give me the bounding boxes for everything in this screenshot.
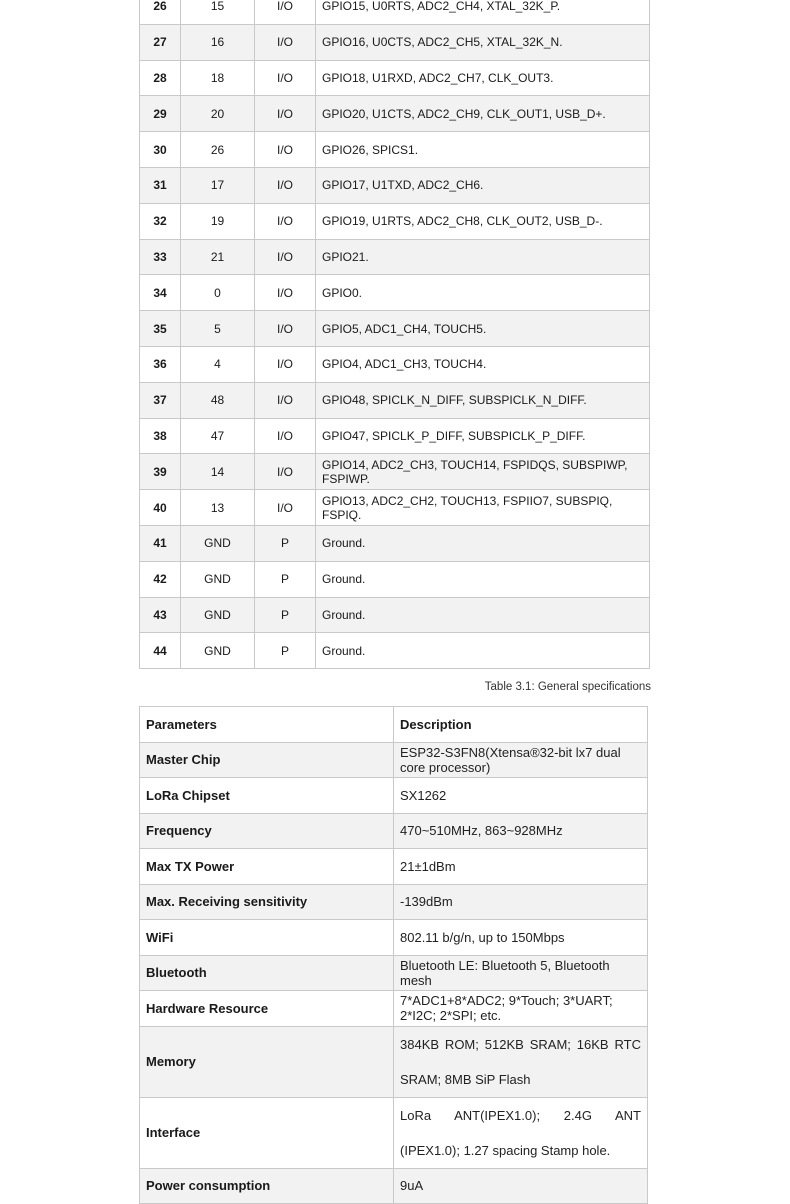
- pin-type: I/O: [255, 418, 316, 454]
- parameter-name: Frequency: [140, 813, 394, 849]
- general-specifications-table: [139, 706, 648, 1204]
- pin-number: 38: [140, 418, 181, 454]
- pin-number: 39: [140, 454, 181, 490]
- pin-type: P: [255, 633, 316, 669]
- gpio-number: GND: [181, 597, 255, 633]
- table-row: [140, 991, 648, 1027]
- pin-type: I/O: [255, 346, 316, 382]
- table-row: [140, 813, 648, 849]
- pin-function: GPIO13, ADC2_CH2, TOUCH13, FSPIIO7, SUBSPIQ, FSPIQ.: [316, 490, 650, 526]
- column-header-parameters: Parameters: [140, 707, 394, 743]
- pin-type: I/O: [255, 275, 316, 311]
- pin-number: 34: [140, 275, 181, 311]
- pin-type: I/O: [255, 24, 316, 60]
- pin-function: GPIO26, SPICS1.: [316, 132, 650, 168]
- parameter-description: ESP32-S3FN8(Xtensa®32-bit lx7 dual core processor): [394, 742, 648, 778]
- parameter-description: -139dBm: [394, 884, 648, 920]
- pin-type: I/O: [255, 203, 316, 239]
- gpio-number: 20: [181, 96, 255, 132]
- table-row: [140, 849, 648, 885]
- parameter-name: Bluetooth: [140, 955, 394, 991]
- gpio-number: 26: [181, 132, 255, 168]
- gpio-number: GND: [181, 561, 255, 597]
- table-row: [140, 0, 650, 24]
- pin-number: 42: [140, 561, 181, 597]
- table-row: [140, 1168, 648, 1204]
- gpio-number: 0: [181, 275, 255, 311]
- pin-type: I/O: [255, 167, 316, 203]
- pin-number: 27: [140, 24, 181, 60]
- gpio-number: 16: [181, 24, 255, 60]
- pin-function: GPIO17, U1TXD, ADC2_CH6.: [316, 167, 650, 203]
- table-header-row: [140, 707, 648, 743]
- pin-type: I/O: [255, 490, 316, 526]
- gpio-number: 15: [181, 0, 255, 24]
- gpio-number: 19: [181, 203, 255, 239]
- pin-function: GPIO20, U1CTS, ADC2_CH9, CLK_OUT1, USB_D+.: [316, 96, 650, 132]
- table-row: [140, 633, 650, 669]
- table-row: [140, 60, 650, 96]
- table-row: [140, 382, 650, 418]
- gpio-number: GND: [181, 633, 255, 669]
- pin-type: I/O: [255, 0, 316, 24]
- pin-number: 33: [140, 239, 181, 275]
- pin-number: 31: [140, 167, 181, 203]
- pin-function: GPIO21.: [316, 239, 650, 275]
- gpio-number: 18: [181, 60, 255, 96]
- table-row: [140, 920, 648, 956]
- pin-definition-table: [139, 0, 650, 669]
- parameter-name: Max. Receiving sensitivity: [140, 884, 394, 920]
- table-row: [140, 1026, 648, 1097]
- pin-number: 28: [140, 60, 181, 96]
- gpio-number: GND: [181, 525, 255, 561]
- pin-number: 26: [140, 0, 181, 24]
- gpio-number: 48: [181, 382, 255, 418]
- table-row: [140, 778, 648, 814]
- table-row: [140, 311, 650, 347]
- parameter-description: 802.11 b/g/n, up to 150Mbps: [394, 920, 648, 956]
- table-row: [140, 561, 650, 597]
- table-row: [140, 597, 650, 633]
- pin-number: 36: [140, 346, 181, 382]
- gpio-number: 21: [181, 239, 255, 275]
- parameter-description: 384KB ROM; 512KB SRAM; 16KB RTC SRAM; 8MB SiP Flash: [394, 1026, 648, 1097]
- table-row: [140, 239, 650, 275]
- parameter-description: 470~510MHz, 863~928MHz: [394, 813, 648, 849]
- pin-function: GPIO18, U1RXD, ADC2_CH7, CLK_OUT3.: [316, 60, 650, 96]
- pin-function: GPIO15, U0RTS, ADC2_CH4, XTAL_32K_P.: [316, 0, 650, 24]
- table-row: [140, 525, 650, 561]
- pin-number: 44: [140, 633, 181, 669]
- pin-type: I/O: [255, 239, 316, 275]
- table-caption: Table 3.1: General specifications: [484, 681, 651, 693]
- pin-function: GPIO5, ADC1_CH4, TOUCH5.: [316, 311, 650, 347]
- parameter-description: 21±1dBm: [394, 849, 648, 885]
- parameter-name: Power consumption: [140, 1168, 394, 1204]
- table-row: [140, 275, 650, 311]
- parameter-name: Master Chip: [140, 742, 394, 778]
- pin-type: P: [255, 561, 316, 597]
- parameter-name: Interface: [140, 1097, 394, 1168]
- parameter-description: LoRa ANT(IPEX1.0); 2.4G ANT (IPEX1.0); 1.27 spacing Stamp hole.: [394, 1097, 648, 1168]
- pin-type: I/O: [255, 96, 316, 132]
- parameter-name: WiFi: [140, 920, 394, 956]
- table-row: [140, 96, 650, 132]
- pin-type: I/O: [255, 382, 316, 418]
- pin-function: GPIO47, SPICLK_P_DIFF, SUBSPICLK_P_DIFF.: [316, 418, 650, 454]
- table-row: [140, 167, 650, 203]
- parameter-name: Hardware Resource: [140, 991, 394, 1027]
- table-row: [140, 24, 650, 60]
- pin-number: 41: [140, 525, 181, 561]
- parameter-name: Memory: [140, 1026, 394, 1097]
- pin-function: GPIO48, SPICLK_N_DIFF, SUBSPICLK_N_DIFF.: [316, 382, 650, 418]
- pin-number: 32: [140, 203, 181, 239]
- pin-number: 30: [140, 132, 181, 168]
- gpio-number: 13: [181, 490, 255, 526]
- parameter-description: Bluetooth LE: Bluetooth 5, Bluetooth mesh: [394, 955, 648, 991]
- table-row: [140, 454, 650, 490]
- table-row: [140, 203, 650, 239]
- gpio-number: 4: [181, 346, 255, 382]
- pin-function: GPIO19, U1RTS, ADC2_CH8, CLK_OUT2, USB_D-.: [316, 203, 650, 239]
- pin-type: I/O: [255, 132, 316, 168]
- pin-type: I/O: [255, 311, 316, 347]
- pin-type: P: [255, 525, 316, 561]
- table-row: [140, 490, 650, 526]
- pin-function: Ground.: [316, 597, 650, 633]
- gpio-number: 5: [181, 311, 255, 347]
- column-header-description: Description: [394, 707, 648, 743]
- pin-function: GPIO14, ADC2_CH3, TOUCH14, FSPIDQS, SUBSPIWP, FSPIWP.: [316, 454, 650, 490]
- table-row: [140, 1097, 648, 1168]
- pin-number: 40: [140, 490, 181, 526]
- pin-function: Ground.: [316, 633, 650, 669]
- gpio-number: 14: [181, 454, 255, 490]
- pin-type: P: [255, 597, 316, 633]
- table-row: [140, 742, 648, 778]
- pin-number: 29: [140, 96, 181, 132]
- table-row: [140, 132, 650, 168]
- table-row: [140, 418, 650, 454]
- parameter-description: 7*ADC1+8*ADC2; 9*Touch; 3*UART; 2*I2C; 2*SPI; etc.: [394, 991, 648, 1027]
- gpio-number: 17: [181, 167, 255, 203]
- parameter-name: Max TX Power: [140, 849, 394, 885]
- pin-number: 37: [140, 382, 181, 418]
- pin-function: Ground.: [316, 561, 650, 597]
- pin-type: I/O: [255, 60, 316, 96]
- gpio-number: 47: [181, 418, 255, 454]
- pin-function: GPIO4, ADC1_CH3, TOUCH4.: [316, 346, 650, 382]
- pin-type: I/O: [255, 454, 316, 490]
- parameter-description: 9uA: [394, 1168, 648, 1204]
- parameter-name: LoRa Chipset: [140, 778, 394, 814]
- pin-function: GPIO16, U0CTS, ADC2_CH5, XTAL_32K_N.: [316, 24, 650, 60]
- table-row: [140, 955, 648, 991]
- pin-number: 35: [140, 311, 181, 347]
- pin-function: GPIO0.: [316, 275, 650, 311]
- pin-number: 43: [140, 597, 181, 633]
- table-row: [140, 884, 648, 920]
- parameter-description: SX1262: [394, 778, 648, 814]
- table-row: [140, 346, 650, 382]
- pin-function: Ground.: [316, 525, 650, 561]
